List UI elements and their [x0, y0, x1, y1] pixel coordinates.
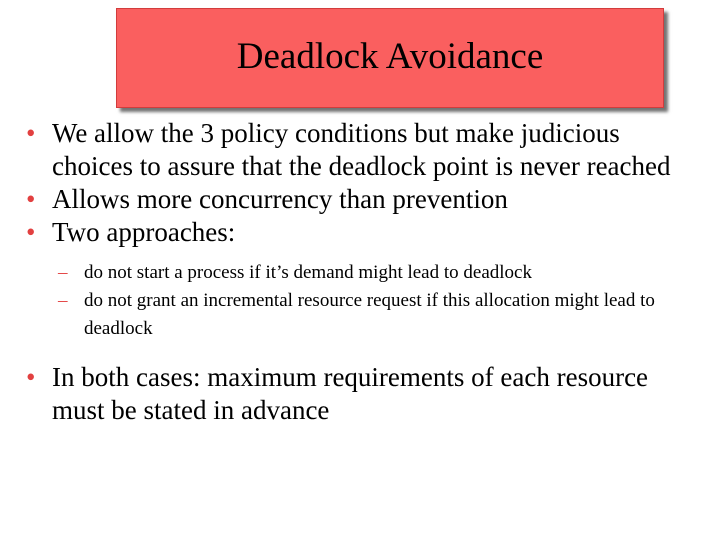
dash-marker-icon: –	[58, 262, 68, 283]
dash-marker-icon: –	[58, 290, 68, 311]
sub-bullet-text: do not start a process if it’s demand might lead to deadlock	[84, 262, 532, 283]
bullet-text: Two approaches:	[52, 217, 236, 247]
bullet-item	[26, 183, 706, 216]
sub-bullet-list	[58, 259, 706, 343]
bullet-marker-icon: •	[26, 217, 36, 247]
sub-bullet-text: do not grant an incremental resource request if this allocation might lead to deadlock	[84, 290, 655, 339]
slide-body	[26, 117, 706, 427]
bullet-text: Allows more concurrency than prevention	[52, 184, 508, 214]
bullet-marker-icon: •	[26, 118, 36, 148]
bullet-item	[26, 361, 706, 427]
sub-bullet-item	[58, 287, 706, 343]
bullet-item	[26, 117, 706, 183]
bullet-marker-icon: •	[26, 362, 36, 392]
bullet-marker-icon: •	[26, 184, 36, 214]
bullet-text: In both cases: maximum requirements of each resource must be stated in advance	[52, 362, 649, 425]
bullet-item	[26, 216, 706, 249]
sub-bullet-item	[58, 259, 706, 287]
title-banner	[116, 8, 664, 108]
slide-title: Deadlock Avoidance	[236, 36, 544, 77]
bullet-text: We allow the 3 policy conditions but make judicious choices to assure that the deadlock point is never reached	[52, 118, 671, 181]
